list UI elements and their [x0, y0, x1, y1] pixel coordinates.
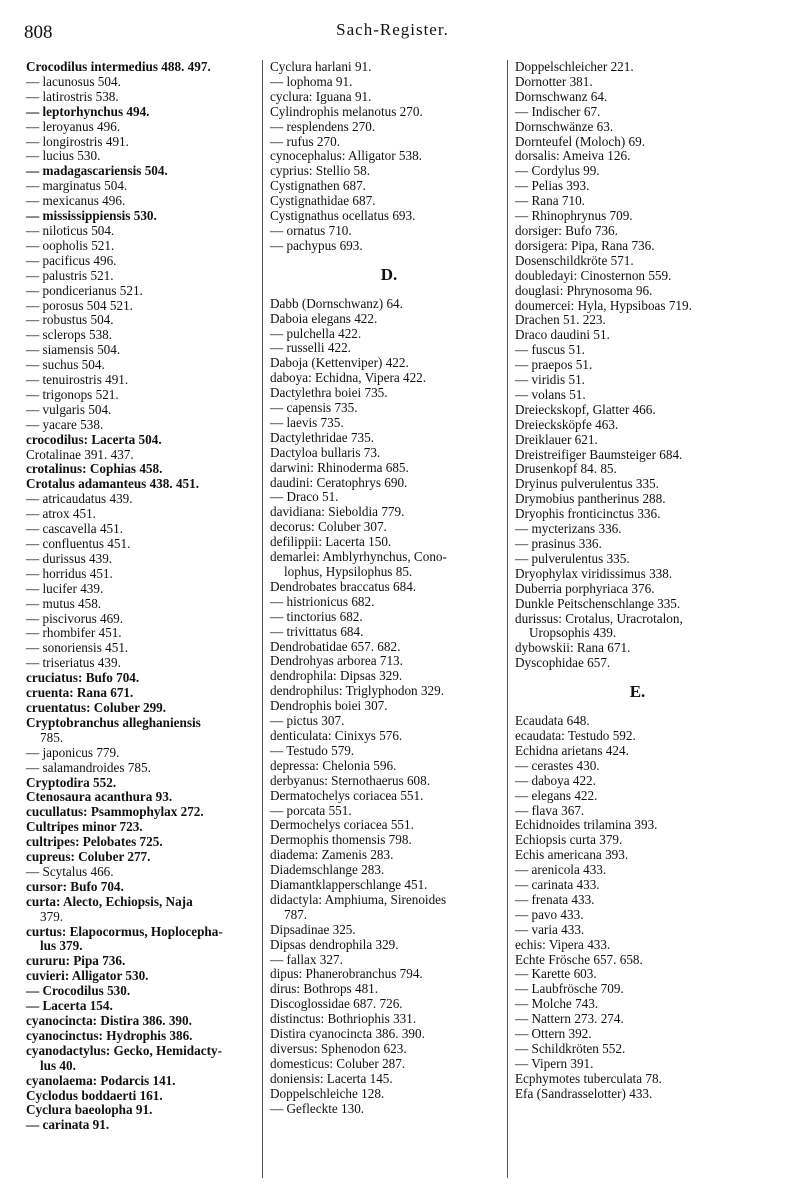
index-entry: — niloticus 504. [26, 222, 115, 238]
index-entry: Echidnoides trilamina 393. [515, 817, 658, 833]
index-entry: dirus: Bothrops 481. [270, 981, 379, 997]
index-entry: Ecaudata 648. [515, 713, 590, 729]
index-entry: — mississippiensis 530. [26, 208, 157, 224]
index-entry: Echidna arietans 424. [515, 742, 629, 758]
index-entry: — triseriatus 439. [26, 655, 121, 671]
column-divider [262, 60, 263, 1178]
index-entry: Dyscophidae 657. [515, 655, 611, 671]
index-entry: — japonicus 779. [26, 744, 120, 760]
index-entry: derbyanus: Sternothaerus 608. [270, 772, 431, 788]
index-entry: — daboya 422. [515, 772, 596, 788]
index-entry: — laevis 735. [270, 414, 344, 430]
index-entry: — carinata 433. [515, 877, 600, 893]
index-entry: — histrionicus 682. [270, 593, 375, 609]
index-entry: — pulverulentus 335. [515, 550, 630, 566]
index-entry: Cryptodira 552. [26, 774, 117, 790]
index-entry: Dryophis fronticinctus 336. [515, 506, 661, 522]
index-entry: — vulgaris 504. [26, 401, 112, 417]
running-title: Sach-Register. [336, 20, 449, 39]
index-entry: Draco daudini 51. [515, 327, 610, 343]
index-entry: — tinctorius 682. [270, 608, 363, 624]
index-entry: Dactyloa bullaris 73. [270, 444, 381, 460]
index-entry: cynocephalus: Alligator 538. [270, 148, 422, 164]
index-entry: dorsalis: Ameiva 126. [515, 148, 631, 164]
index-entry: demarlei: Amblyrhynchus, Cono- [270, 549, 447, 565]
index-entry: Drymobius pantherinus 288. [515, 491, 666, 507]
index-entry: — cascavella 451. [26, 521, 124, 537]
index-entry: — arenicola 433. [515, 862, 607, 878]
index-entry: — Molche 743. [515, 996, 599, 1012]
index-entry: diversus: Sphenodon 623. [270, 1041, 407, 1056]
section-letter-heading: D. [380, 264, 398, 284]
index-entry: — leptorhynchus 494. [26, 103, 150, 119]
index-entry: Dendrobatidae 657. 682. [270, 638, 401, 654]
index-entry: — atrox 451. [26, 506, 96, 522]
index-entry: Drusenkopf 84. 85. [515, 461, 617, 477]
index-entry: — frenata 433. [515, 891, 595, 907]
index-entry: — yacare 538. [26, 416, 104, 432]
index-entry: cyprius: Stellio 58. [270, 163, 371, 179]
page-number: 808 [24, 22, 53, 43]
index-entry: cursor: Bufo 704. [26, 878, 124, 894]
index-entry: distinctus: Bothriophis 331. [270, 1011, 417, 1027]
index-entry: Dosenschildkröte 571. [515, 252, 634, 268]
index-entry: denticulata: Cinixys 576. [270, 727, 403, 743]
index-entry: cururu: Pipa 736. [26, 953, 126, 969]
index-entry: — madagascariensis 504. [26, 163, 168, 179]
index-entry: — volans 51. [515, 386, 586, 402]
index-entry: — Lacerta 154. [26, 998, 113, 1014]
index-entry: — mycterizans 336. [515, 521, 622, 537]
index-entry: dendrophila: Dipsas 329. [270, 668, 403, 684]
index-entry: crocodilus: Lacerta 504. [26, 431, 162, 447]
index-entry: cyanocincta: Distira 386. 390. [26, 1013, 192, 1028]
index-entry: Dryinus pulverulentus 335. [515, 476, 659, 492]
index-entry: echis: Vipera 433. [515, 936, 611, 952]
index-entry: Efa (Sandrasselotter) 433. [515, 1085, 653, 1101]
index-entry: Dreiklauer 621. [515, 431, 598, 447]
index-entry: defilippii: Lacerta 150. [270, 534, 392, 550]
index-entry: Dermochelys coriacea 551. [270, 817, 414, 833]
index-entry: douglasi: Phrynosoma 96. [515, 282, 653, 298]
index-entry: — siamensis 504. [26, 342, 121, 358]
index-entry: decorus: Coluber 307. [270, 519, 387, 535]
index-entry: Dunkle Peitschenschlange 335. [515, 595, 681, 611]
index-entry: cyanodactylus: Gecko, Hemidacty- [26, 1042, 222, 1058]
index-entry: — carinata 91. [26, 1117, 110, 1133]
index-entry: doubledayi: Cinosternon 559. [515, 267, 672, 283]
index-entry-continuation: Uropsophis 439. [529, 625, 617, 641]
index-entry: — trigonops 521. [26, 386, 119, 402]
index-entry: Cystignathidae 687. [270, 193, 376, 209]
index-entry: Dornschwanz 64. [515, 88, 608, 104]
index-entry: — marginatus 504. [26, 178, 128, 194]
index-entry: cruciatus: Bufo 704. [26, 670, 140, 686]
index-entry-continuation: lus 40. [40, 1057, 76, 1073]
index-entry: Dendrobates braccatus 684. [270, 578, 417, 594]
index-entry: daboya: Echidna, Vipera 422. [270, 370, 427, 386]
index-entry: cuvieri: Alligator 530. [26, 968, 149, 984]
index-entry: cyanolaema: Podarcis 141. [26, 1072, 176, 1088]
index-entry: daudini: Ceratophrys 690. [270, 474, 408, 490]
index-entry: Echiopsis curta 379. [515, 832, 623, 848]
index-entry: durissus: Crotalus, Uracrotalon, [515, 610, 683, 626]
index-entry: — latirostris 538. [26, 88, 119, 104]
index-entry: cruenta: Rana 671. [26, 685, 134, 701]
index-entry: — lophoma 91. [270, 73, 353, 89]
index-column-2 [270, 60, 508, 1117]
index-entry: — cerastes 430. [515, 757, 600, 773]
index-entry: — fuscus 51. [515, 342, 585, 358]
index-entry: dipus: Phanerobranchus 794. [270, 966, 423, 982]
index-entry: Dendrohyas arborea 713. [270, 653, 403, 669]
index-entry: Daboia elegans 422. [270, 310, 378, 326]
index-entry: Dornteufel (Moloch) 69. [515, 133, 646, 149]
index-entry: — prasinus 336. [515, 536, 602, 551]
index-entry: Cystignathen 687. [270, 178, 366, 194]
index-entry: — viridis 51. [515, 372, 585, 388]
index-entry: dendrophilus: Triglyphodon 329. [270, 683, 445, 699]
index-entry: Cryptobranchus alleghaniensis [26, 714, 201, 730]
index-entry: Dermatochelys coriacea 551. [270, 787, 424, 803]
index-entry: curta: Alecto, Echiopsis, Naja [26, 893, 193, 909]
index-entry: — fallax 327. [270, 951, 343, 967]
index-entry: Duberria porphyriaca 376. [515, 580, 655, 596]
index-entry: — Gefleckte 130. [270, 1100, 365, 1116]
index-entry: Echis americana 393. [515, 847, 629, 863]
index-entry: — Karette 603. [515, 966, 597, 982]
section-letter-heading: E. [629, 682, 646, 702]
index-entry: Diademschlange 283. [270, 862, 385, 878]
index-entry-continuation: lophus, Hypsilophus 85. [284, 564, 413, 579]
index-entry: — mexicanus 496. [26, 193, 126, 209]
index-entry: Dornotter 381. [515, 73, 593, 89]
index-column-3 [515, 60, 760, 1102]
index-entry: — Schildkröten 552. [515, 1041, 626, 1056]
index-entry: — lucius 530. [26, 148, 101, 164]
index-entry: — porosus 504 521. [26, 297, 133, 313]
index-entry: — Draco 51. [270, 489, 339, 505]
index-entry: — Rana 710. [515, 193, 585, 209]
index-entry: — lucifer 439. [26, 580, 104, 596]
index-entry: Crotalus adamanteus 438. 451. [26, 476, 200, 492]
index-entry: — oopholis 521. [26, 237, 115, 253]
index-entry-continuation: lus 379. [40, 938, 83, 954]
index-entry: — rhombifer 451. [26, 625, 122, 641]
index-entry: dorsigera: Pipa, Rana 736. [515, 237, 655, 253]
index-entry: Discoglossidae 687. 726. [270, 996, 403, 1012]
index-entry: — trivittatus 684. [270, 623, 364, 639]
index-entry: doumercei: Hyla, Hypsiboas 719. [515, 297, 692, 313]
index-entry: — longirostris 491. [26, 133, 129, 149]
index-entry: — Ottern 392. [515, 1026, 592, 1042]
index-entry: — Cordylus 99. [515, 163, 600, 179]
index-entry: — piscivorus 469. [26, 610, 124, 626]
index-entry: Ctenosaura acanthura 93. [26, 789, 173, 805]
index-entry: — pictus 307. [270, 713, 345, 729]
index-entry: Doppelschleiche 128. [270, 1085, 385, 1101]
index-entry: — pondicerianus 521. [26, 282, 143, 298]
index-entry: — pulchella 422. [270, 325, 362, 341]
index-entry: — lacunosus 504. [26, 73, 121, 89]
index-entry: — varia 433. [515, 921, 585, 937]
index-entry: Dactylethridae 735. [270, 429, 374, 445]
index-entry: cruentatus: Coluber 299. [26, 699, 167, 715]
index-entry: — Laubfrösche 709. [515, 981, 624, 997]
index-entry: — ornatus 710. [270, 222, 352, 238]
index-entry-continuation: 785. [40, 729, 64, 745]
index-entry: Cultripes minor 723. [26, 819, 143, 835]
index-entry: domesticus: Coluber 287. [270, 1055, 406, 1071]
index-entry: — atricaudatus 439. [26, 491, 133, 507]
index-entry: Distira cyanocincta 386. 390. [270, 1026, 425, 1042]
index-entry: davidiana: Sieboldia 779. [270, 504, 405, 520]
index-entry: darwini: Rhinoderma 685. [270, 459, 409, 475]
index-entry: Dipsas dendrophila 329. [270, 936, 399, 952]
index-entry: — elegans 422. [515, 787, 598, 803]
index-entry: dybowskii: Rana 671. [515, 640, 631, 656]
index-entry: Dryophylax viridissimus 338. [515, 565, 673, 581]
index-entry: — sclerops 538. [26, 327, 113, 343]
index-entry: Daboja (Kettenviper) 422. [270, 355, 409, 371]
index-entry: Cyclura baeolopha 91. [26, 1102, 153, 1118]
index-entry: — Vipern 391. [515, 1055, 594, 1071]
index-entry: — leroyanus 496. [26, 118, 121, 134]
index-entry: — robustus 504. [26, 312, 114, 328]
index-entry: cucullatus: Psammophylax 272. [26, 804, 204, 820]
index-entry: Dreistreifiger Baumsteiger 684. [515, 446, 683, 462]
index-entry: — confluentus 451. [26, 536, 131, 551]
index-entry: didactyla: Amphiuma, Sirenoides [270, 891, 447, 907]
index-entry: Dermophis thomensis 798. [270, 832, 412, 848]
index-entry: dorsiger: Bufo 736. [515, 222, 618, 238]
index-entry: — Scytalus 466. [26, 863, 114, 879]
index-entry: Cylindrophis melanotus 270. [270, 103, 423, 119]
index-entry: Crocodilus intermedius 488. 497. [26, 59, 211, 74]
index-entry: Echte Frösche 657. 658. [515, 951, 643, 967]
index-entry: — pavo 433. [515, 906, 584, 922]
index-entry: diadema: Zamenis 283. [270, 847, 394, 863]
index-entry: Dornschwänze 63. [515, 118, 614, 134]
index-entry: Crotalinae 391. 437. [26, 446, 134, 462]
index-entry: — Rhinophrynus 709. [515, 208, 633, 224]
index-entry: — Nattern 273. 274. [515, 1011, 624, 1027]
index-entry: Cyclura harlani 91. [270, 59, 372, 74]
index-entry: Ecphymotes tuberculata 78. [515, 1070, 662, 1086]
index-entry: cultripes: Pelobates 725. [26, 834, 163, 850]
index-entry: Cystignathus ocellatus 693. [270, 208, 416, 224]
index-entry: Dendrophis boiei 307. [270, 698, 388, 714]
index-entry: — palustris 521. [26, 267, 114, 283]
index-entry: Dabb (Dornschwanz) 64. [270, 295, 403, 311]
index-entry: — praepos 51. [515, 357, 593, 373]
index-entry: — pacificus 496. [26, 252, 117, 268]
index-entry: — suchus 504. [26, 357, 105, 373]
index-entry: Dipsadinae 325. [270, 921, 356, 937]
index-entry: — rufus 270. [270, 133, 340, 149]
index-entry-continuation: 379. [40, 908, 64, 924]
index-entry: Cyclodus boddaerti 161. [26, 1087, 163, 1103]
index-entry: — mutus 458. [26, 595, 102, 611]
index-entry: — Testudo 579. [270, 742, 355, 758]
index-entry: — sonoriensis 451. [26, 640, 129, 656]
index-entry: cyclura: Iguana 91. [270, 88, 372, 104]
index-entry: cupreus: Coluber 277. [26, 849, 151, 865]
index-entry: Diamantklapperschlange 451. [270, 877, 428, 893]
index-entry-continuation: 787. [284, 906, 308, 922]
index-entry: — Pelias 393. [515, 178, 590, 194]
index-entry: — durissus 439. [26, 550, 113, 566]
index-entry: Dreieckskopf, Glatter 466. [515, 401, 656, 417]
index-column-1 [26, 60, 262, 1133]
index-entry: doniensis: Lacerta 145. [270, 1070, 393, 1086]
index-entry: depressa: Chelonia 596. [270, 757, 397, 773]
index-entry: Doppelschleicher 221. [515, 59, 634, 74]
index-entry: — tenuirostris 491. [26, 372, 129, 388]
index-entry: cyanocinctus: Hydrophis 386. [26, 1027, 193, 1043]
index-entry: — russelli 422. [270, 340, 351, 356]
index-entry: — flava 367. [515, 802, 585, 818]
index-entry: Dreiecksköpfe 463. [515, 416, 619, 432]
index-entry: — capensis 735. [270, 400, 358, 416]
index-entry: Dactylethra boiei 735. [270, 385, 388, 401]
index-entry: — resplendens 270. [270, 118, 376, 134]
index-entry: — Crocodilus 530. [26, 983, 131, 999]
index-entry: — Indischer 67. [515, 103, 601, 119]
index-entry: — porcata 551. [270, 802, 352, 818]
index-entry: — horridus 451. [26, 565, 113, 581]
index-entry: Drachen 51. 223. [515, 312, 606, 328]
index-entry: crotalinus: Cophias 458. [26, 461, 163, 477]
index-entry: curtus: Elapocormus, Hoplocepha- [26, 923, 223, 939]
index-entry: — salamandroides 785. [26, 759, 151, 775]
index-entry: ecaudata: Testudo 592. [515, 727, 636, 743]
index-entry: — pachypus 693. [270, 237, 363, 253]
